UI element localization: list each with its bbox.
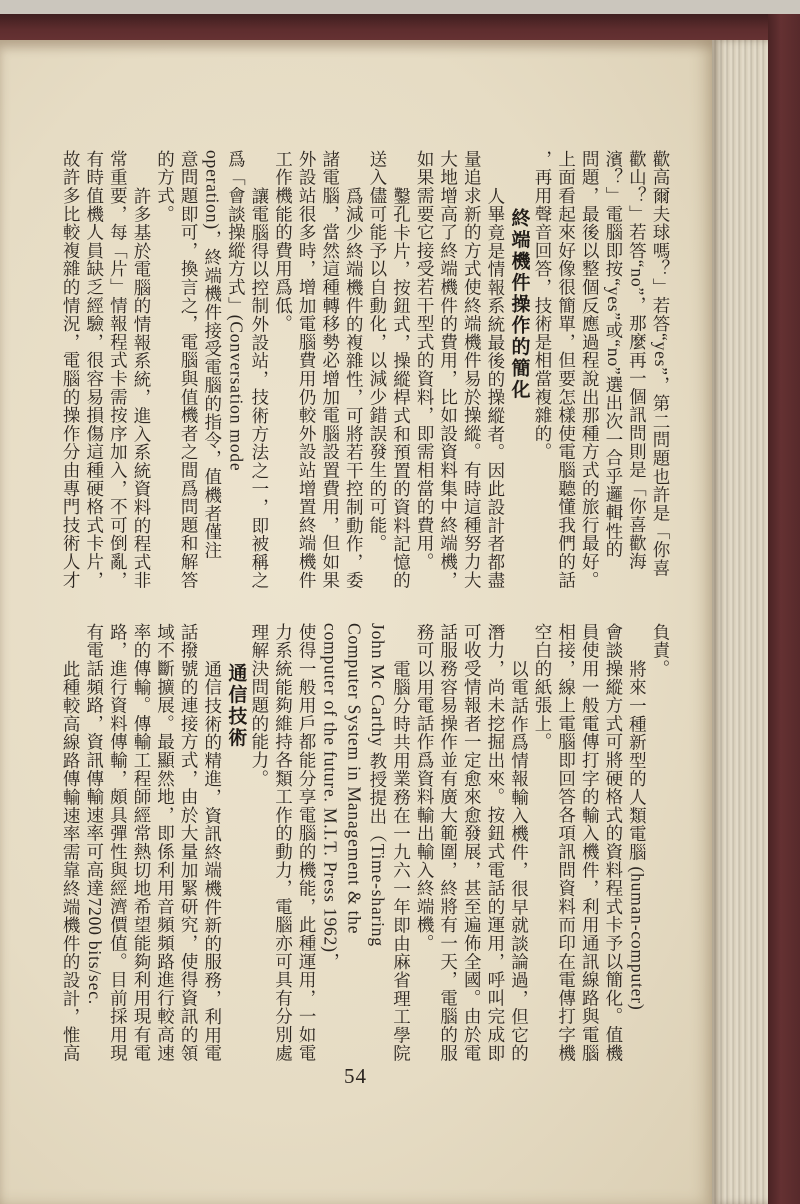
text-column: 有電話頻路，資訊傳輸速率可高達7200 bits/sec. [84, 623, 105, 1005]
text-column: 務可以用電話作爲資料輸出輸入終端機。 [415, 623, 436, 953]
page-number: 54 [344, 1064, 367, 1088]
text-column: 此種較高線路傳輸速率需靠終端機件的設計，惟高 [61, 660, 82, 1063]
text-column: 潛力，尚未挖掘出來。按鈕式電話的運用，呼叫完成即 [485, 623, 506, 1063]
text-column: 讓電腦得以控制外設站，技術方法之一，即被稱之 [249, 187, 270, 590]
text-column: 力系統能夠維持各類工作的動力，電腦亦可具有分別處 [273, 623, 294, 1063]
text-column: computer of the future. M.I.T. Press 1962)， [320, 623, 341, 972]
text-column: 鑿孔卡片，按鈕式，操縱桿式和預置的資料記憶的 [391, 187, 412, 590]
upper-text-block [58, 150, 672, 612]
text-column: 以電話作爲情報輸入機件，很早就談論過，但它的 [509, 660, 530, 1063]
text-column: 話撥號的連接方式，由於大量加緊研究，使得資訊的領 [179, 623, 200, 1063]
text-column: 如果需要它接受若干型式的資料，即需相當的費用。 [415, 150, 436, 571]
text-column: 路，進行資料傳輸，頗具彈性與經濟價值。目前採用現 [108, 623, 129, 1063]
text-column: 歡高爾夫球嗎？」若答“yes”，第二問題也許是「你喜 [651, 150, 671, 578]
text-column: 歡山？」若答“no”，那麼再一個訊問則是「你喜歡海 [627, 150, 648, 571]
text-column: 可收受情報者一定愈來愈發展，甚至遍佈全國。由於電 [462, 623, 483, 1063]
text-column: 理解決問題的能力。 [249, 623, 270, 788]
text-column: 相接，線上電腦即回答各項訊問資料而印在電傳打字機 [556, 623, 577, 1063]
text-column: 率的傳輸。傳輸工程師經常熱切地希望能夠利用現有電 [131, 623, 152, 1063]
text-column: 諸電腦，當然這種轉移勢必增加電腦設置費用，但如果 [320, 150, 341, 590]
text-column: 常重要，每「片」情報程式卡需按序加入，不可倒亂， [108, 150, 129, 590]
lower-text-block [58, 623, 672, 1075]
text-column: 許多基於電腦的情報系統，進入系統資料的程式非 [131, 187, 152, 590]
text-column: 問題，最後以整個反應過程說出那種方式的旅行最好。 [580, 150, 601, 590]
text-column: 量追求新的方式使終端機件易於操縱。有時這種努力大 [462, 150, 483, 590]
text-column: 使得一般用戶都能分享電腦的機能，此種運用，一如電 [297, 623, 318, 1063]
text-column: 將來一種新型的人類電腦 (human-computer) [627, 660, 648, 1011]
text-column: 外設站很多時，增加電腦費用仍較外設站增置終端機件 [297, 150, 318, 590]
text-column: 員使用一般電傳打字的輸入機件，利用通訊線路與電腦 [580, 623, 601, 1063]
text-column: ，再用聲音回答，技術是相當複雜的。 [533, 150, 554, 462]
text-column: operation)，終端機件接受電腦的指令，值機者僅注 [202, 150, 223, 560]
text-column: 工作機能的費用爲低。 [273, 150, 294, 333]
text-column: 空白的紙張上。 [533, 623, 554, 752]
text-column: 通信技術的精進，資訊終端機件新的服務，利用電 [202, 660, 223, 1063]
text-column: 濱？」電腦即按“yes”或“no”選出次一合乎邏輯性的 [603, 150, 624, 559]
section-heading: 終端機件操作的簡化 [508, 208, 530, 401]
page-block-edges [712, 40, 770, 1204]
text-column: 意問題即可，換言之，電腦與值機者之間爲問題和解答 [179, 150, 200, 590]
text-column: 電腦分時共用業務在一九六一年即由麻省理工學院 [391, 660, 412, 1063]
book-cover-right-edge [768, 14, 800, 1204]
text-column: 故許多比較複雜的情況，電腦的操作分由專門技術人才 [61, 150, 82, 590]
text-column: 負責。 [651, 623, 671, 678]
text-column: 人畢竟是情報系統最後的操縱者。因此設計者都盡 [485, 187, 506, 590]
text-column: 送入儘可能予以自動化，以減少錯誤發生的可能。 [367, 150, 388, 553]
text-column: 上面看起來好像很簡單，但要怎樣使電腦聽懂我們的話 [556, 150, 577, 590]
text-column: 爲減少終端機件的複雜性，可將若干控制動作，委 [344, 187, 365, 590]
text-column: 會談操縱方式可將硬格式的資料程式卡予以簡化。值機 [603, 623, 624, 1063]
text-column: Computer System in Management & the [344, 623, 365, 935]
section-heading: 通信技術 [225, 663, 247, 749]
text-column: 有時值機人員缺乏經驗，很容易損傷這種硬格式卡片， [84, 150, 105, 590]
text-column: 話服務容易操作並有廣大範圍，終將有一天，電腦的服 [438, 623, 459, 1063]
text-column: John Mc Carthy 教授提出（Time-sharing [367, 623, 388, 947]
text-column: 域不斷擴展。最顯然地，即係利用音頻頻路進行較高速 [155, 623, 176, 1063]
text-column: 爲「會談操縱方式」(Conversation mode [226, 150, 247, 472]
text-column: 大地增高了終端機件的費用，比如設資料集中終端機， [438, 150, 459, 590]
text-column: 的方式。 [155, 150, 176, 224]
